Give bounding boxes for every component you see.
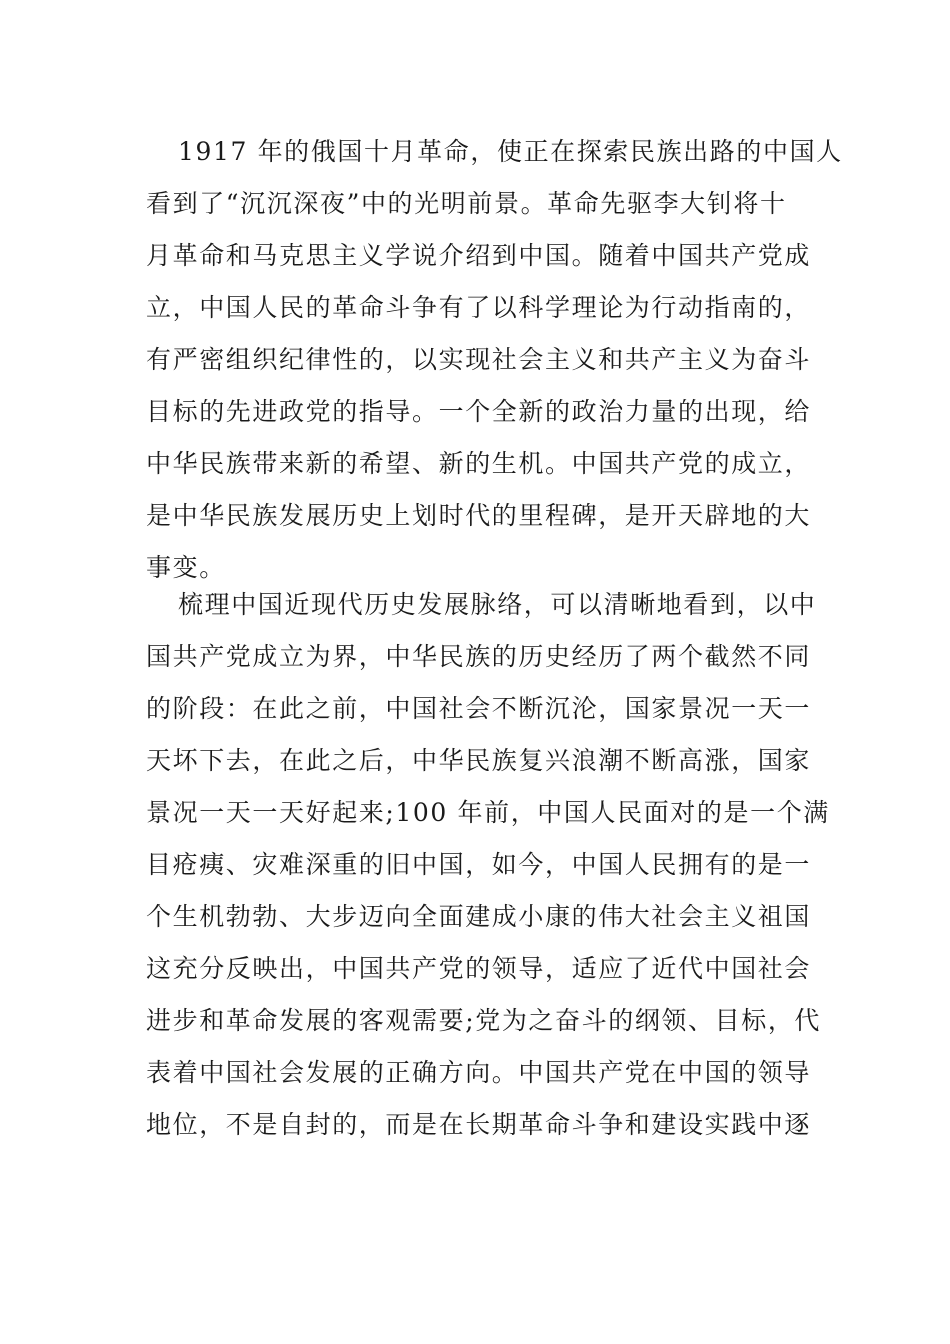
paragraph-line: 中华民族带来新的希望、新的生机。中国共产党的成立， — [146, 449, 812, 478]
paragraph-line: 这充分反映出，中国共产党的领导，适应了近代中国社会 — [146, 954, 812, 983]
paragraph-line: 立，中国人民的革命斗争有了以科学理论为行动指南的， — [146, 293, 812, 322]
paragraph-line: 是中华民族发展历史上划时代的里程碑，是开天辟地的大 — [146, 501, 812, 530]
paragraph-2 — [146, 579, 830, 1151]
paragraph-line: 目疮痍、灾难深重的旧中国，如今，中国人民拥有的是一 — [146, 850, 812, 879]
paragraph-1 — [146, 126, 843, 594]
paragraph-line: 有严密组织纪律性的，以实现社会主义和共产主义为奋斗 — [146, 345, 812, 374]
paragraph-line: 天坏下去，在此之后，中华民族复兴浪潮不断高涨，国家 — [146, 746, 812, 775]
paragraph-line: 进步和革命发展的客观需要;党为之奋斗的纲领、目标，代 — [146, 1006, 822, 1035]
paragraph-line: 梳理中国近现代历史发展脉络，可以清晰地看到，以中 — [178, 590, 817, 619]
paragraph-line: 月革命和马克思主义学说介绍到中国。随着中国共产党成 — [146, 241, 812, 270]
paragraph-line: 事变。 — [146, 553, 226, 582]
paragraph-line: 国共产党成立为界，中华民族的历史经历了两个截然不同 — [146, 642, 812, 671]
paragraph-line: 景况一天一天好起来;100 年前，中国人民面对的是一个满 — [146, 798, 830, 827]
paragraph-line: 1917 年的俄国十月革命，使正在探索民族出路的中国人 — [178, 137, 843, 166]
paragraph-line: 个生机勃勃、大步迈向全面建成小康的伟大社会主义祖国 — [146, 902, 812, 931]
paragraph-line: 表着中国社会发展的正确方向。中国共产党在中国的领导 — [146, 1058, 812, 1087]
paragraph-line: 看到了“沉沉深夜”中的光明前景。革命先驱李大钊将十 — [146, 189, 787, 218]
paragraph-line: 的阶段：在此之前，中国社会不断沉沦，国家景况一天一 — [146, 694, 812, 723]
paragraph-line: 地位，不是自封的，而是在长期革命斗争和建设实践中逐 — [146, 1110, 812, 1139]
paragraph-line: 目标的先进政党的指导。一个全新的政治力量的出现，给 — [146, 397, 812, 426]
